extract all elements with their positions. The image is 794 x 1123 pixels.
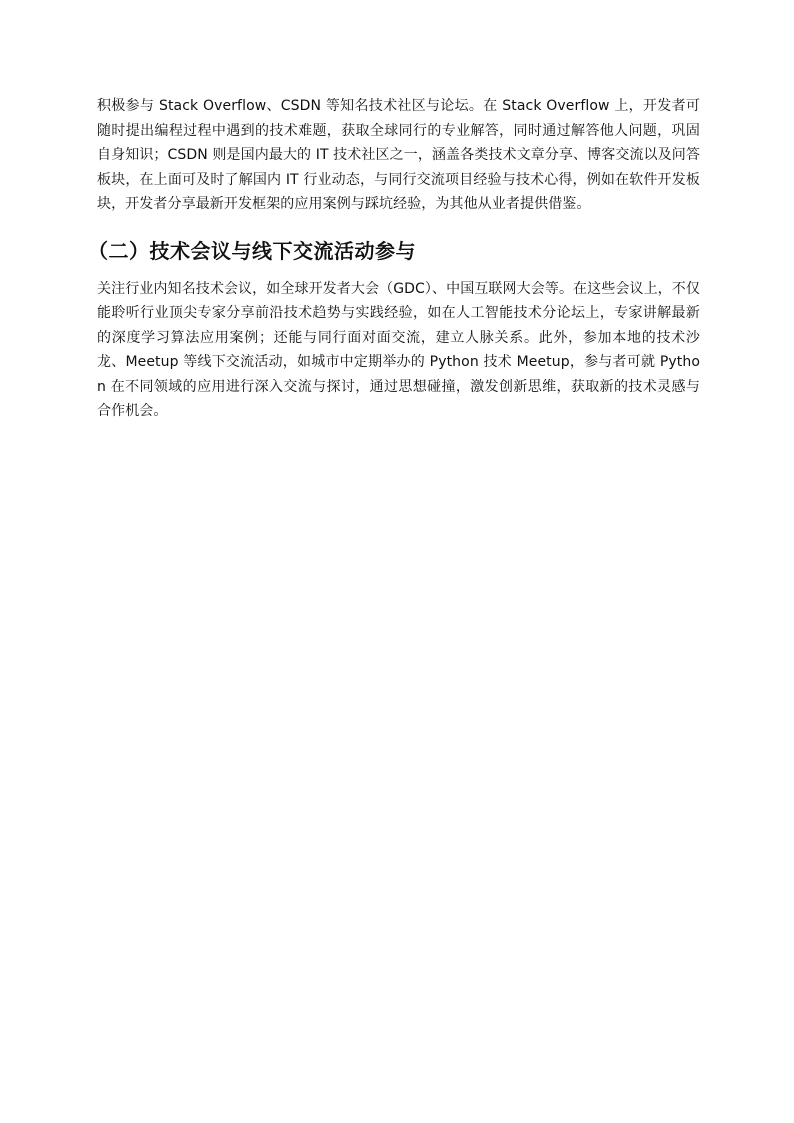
community-paragraph: 积极参与 Stack Overflow、CSDN 等知名技术社区与论坛。在 Stack Overflow 上，开发者可随时提出编程过程中遇到的技术难题，获取全球同行的专业解答，同时通过解答他人问题，巩固自身知识；CSDN 则是国内最大的 IT 技术社区之一，涵盖各类技术文章分享、博客交流以及问答板块，在上面可及时了解国内 IT 行业动态，与同行交流项目经验与技术心得，例如在软件开发板块，开发者分享最新开发框架的应用案例与踩坑经验，为其他从业者提供借鉴。: [97, 98, 700, 212]
section-heading: （二）技术会议与线下交流活动参与: [88, 238, 416, 263]
document-body: [88, 94, 700, 424]
conference-paragraph: 关注行业内知名技术会议，如全球开发者大会（GDC）、中国互联网大会等。在这些会议上，不仅能聆听行业顶尖专家分享前沿技术趋势与实践经验，如在人工智能技术分论坛上，专家讲解最新的深度学习算法应用案例；还能与同行面对面交流，建立人脉关系。此外，参加本地的技术沙龙、Meetup 等线下交流活动，如城市中定期举办的 Python 技术 Meetup，参与者可就 Python 在不同领域的应用进行深入交流与探讨，通过思想碰撞，激发创新思维，获取新的技术灵感与合作机会。: [97, 280, 700, 419]
